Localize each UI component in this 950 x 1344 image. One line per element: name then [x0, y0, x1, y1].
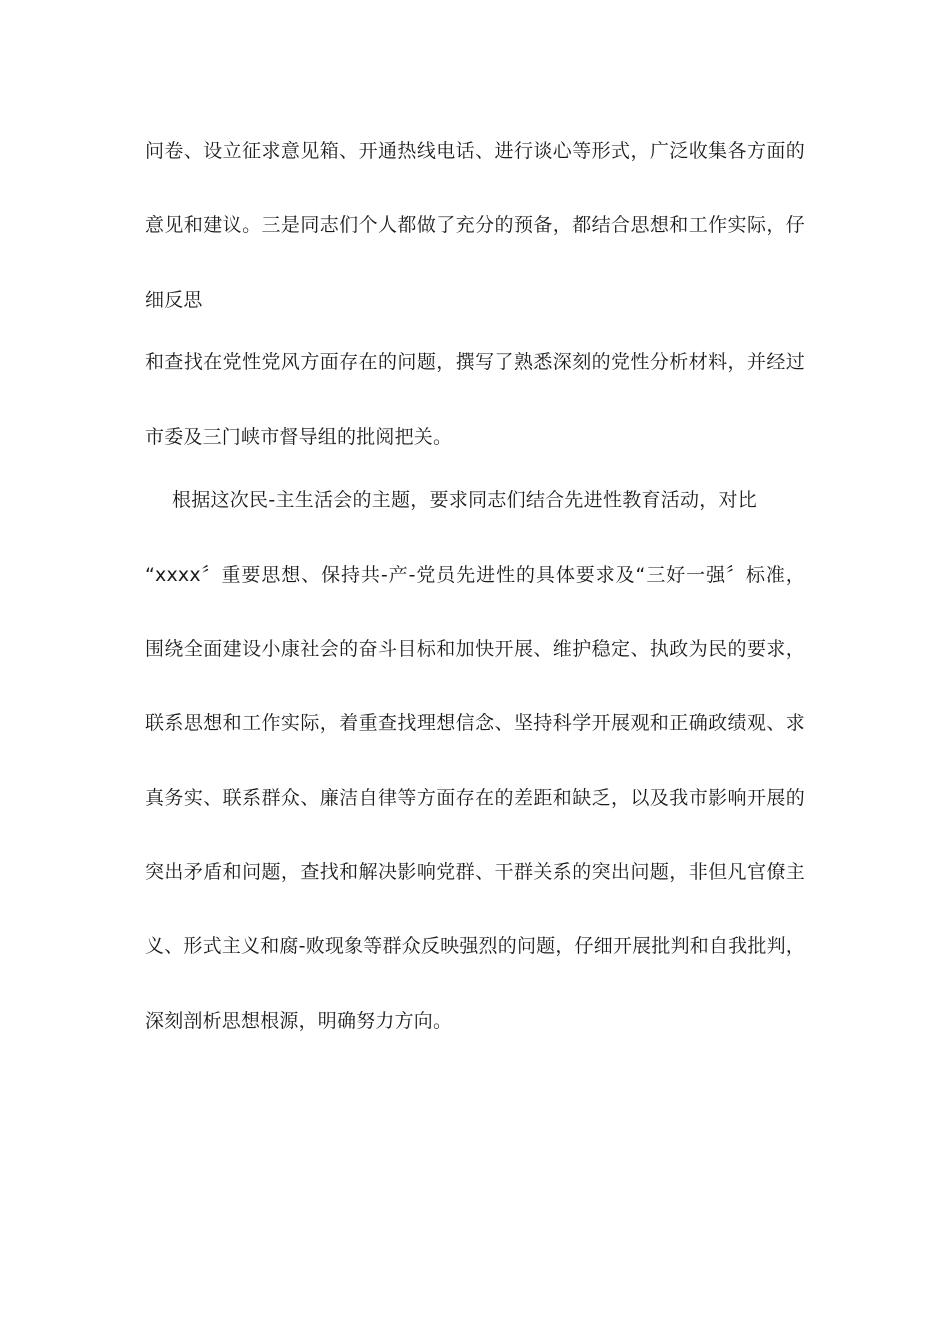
- text-line-6: 根据这次民-主生活会的主题，要求同志们结合先进性教育活动，对比: [172, 489, 757, 511]
- text-line-13: 深刻剖析思想根源，明确努力方向。: [145, 1010, 453, 1032]
- text-line-11: 突出矛盾和问题，查找和解决影响党群、干群关系的突出问题，非但凡官僚主: [145, 861, 805, 883]
- text-line-2: 意见和建议。三是同志们个人都做了充分的预备，都结合思想和工作实际，仔: [145, 214, 805, 236]
- text-line-3: 细反思: [145, 289, 203, 311]
- text-line-9: 联系思想和工作实际，着重查找理想信念、坚持科学开展观和正确政绩观、求: [145, 712, 805, 734]
- text-line-1: 问卷、设立征求意见箱、开通热线电话、进行谈心等形式，广泛收集各方面的: [145, 140, 805, 162]
- text-line-4: 和查找在党性党风方面存在的问题，撰写了熟悉深刻的党性分析材料，并经过: [145, 351, 805, 373]
- text-line-12: 义、形式主义和腐-败现象等群众反映强烈的问题，仔细开展批判和自我批判，: [145, 935, 805, 957]
- text-line-7: “xxxx〞重要思想、保持共-产-党员先进性的具体要求及“三好一强〞标准，: [145, 564, 805, 586]
- text-line-10: 真务实、联系群众、廉洁自律等方面存在的差距和缺乏，以及我市影响开展的: [145, 787, 805, 809]
- text-line-5: 市委及三门峡市督导组的批阅把关。: [145, 426, 453, 448]
- text-line-8: 围绕全面建设小康社会的奋斗目标和加快开展、维护稳定、执政为民的要求，: [145, 638, 805, 660]
